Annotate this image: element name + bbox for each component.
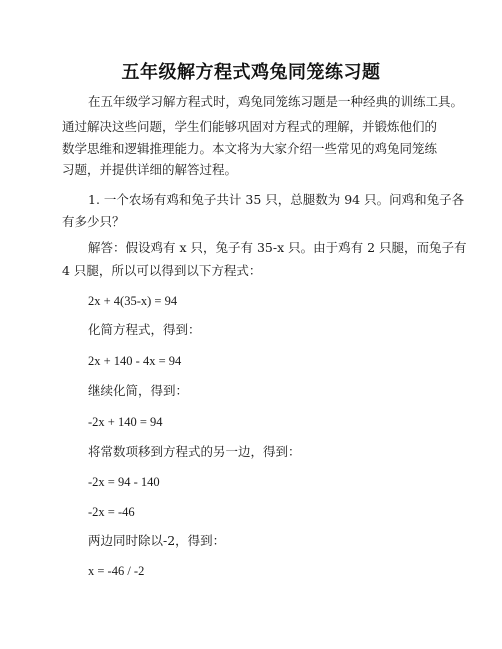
equation-step-3: -2x + 140 = 94 [88, 415, 163, 429]
equation-step-2: 2x + 140 - 4x = 94 [88, 354, 182, 368]
intro-line-3: 数学思维和逻辑推理能力。本文将为大家介绍一些常见的鸡兔同笼练 [62, 141, 438, 156]
answer-intro-line-1: 解答：假设鸡有 x 只，兔子有 35-x 只。由于鸡有 2 只腿，而兔子有 [88, 240, 467, 255]
intro-line-1: 在五年级学习解方程式时，鸡兔同笼练习题是一种经典的训练工具。 [88, 94, 464, 109]
question-line-2: 有多少只？ [62, 214, 125, 229]
explanation-step-1: 化简方程式，得到： [88, 322, 201, 337]
document-title: 五年级解方程式鸡兔同笼练习题 [121, 62, 381, 83]
equation-step-6: x = -46 / -2 [88, 564, 145, 578]
equation-step-4: -2x = 94 - 140 [88, 475, 160, 489]
intro-line-4: 习题，并提供详细的解答过程。 [62, 162, 238, 177]
equation-step-1: 2x + 4(35-x) = 94 [88, 294, 178, 308]
question-line-1: 1. 一个农场有鸡和兔子共计 35 只，总腿数为 94 只。问鸡和兔子各 [88, 192, 465, 207]
answer-intro-line-2: 4 只腿，所以可以得到以下方程式： [62, 263, 262, 278]
explanation-step-2: 继续化简，得到： [88, 383, 189, 398]
explanation-step-3: 将常数项移到方程式的另一边，得到： [88, 444, 301, 459]
explanation-step-4: 两边同时除以-2，得到： [88, 533, 226, 548]
intro-line-2: 通过解决这些问题，学生们能够巩固对方程式的理解，并锻炼他们的 [62, 119, 438, 134]
equation-step-5: -2x = -46 [88, 505, 135, 519]
